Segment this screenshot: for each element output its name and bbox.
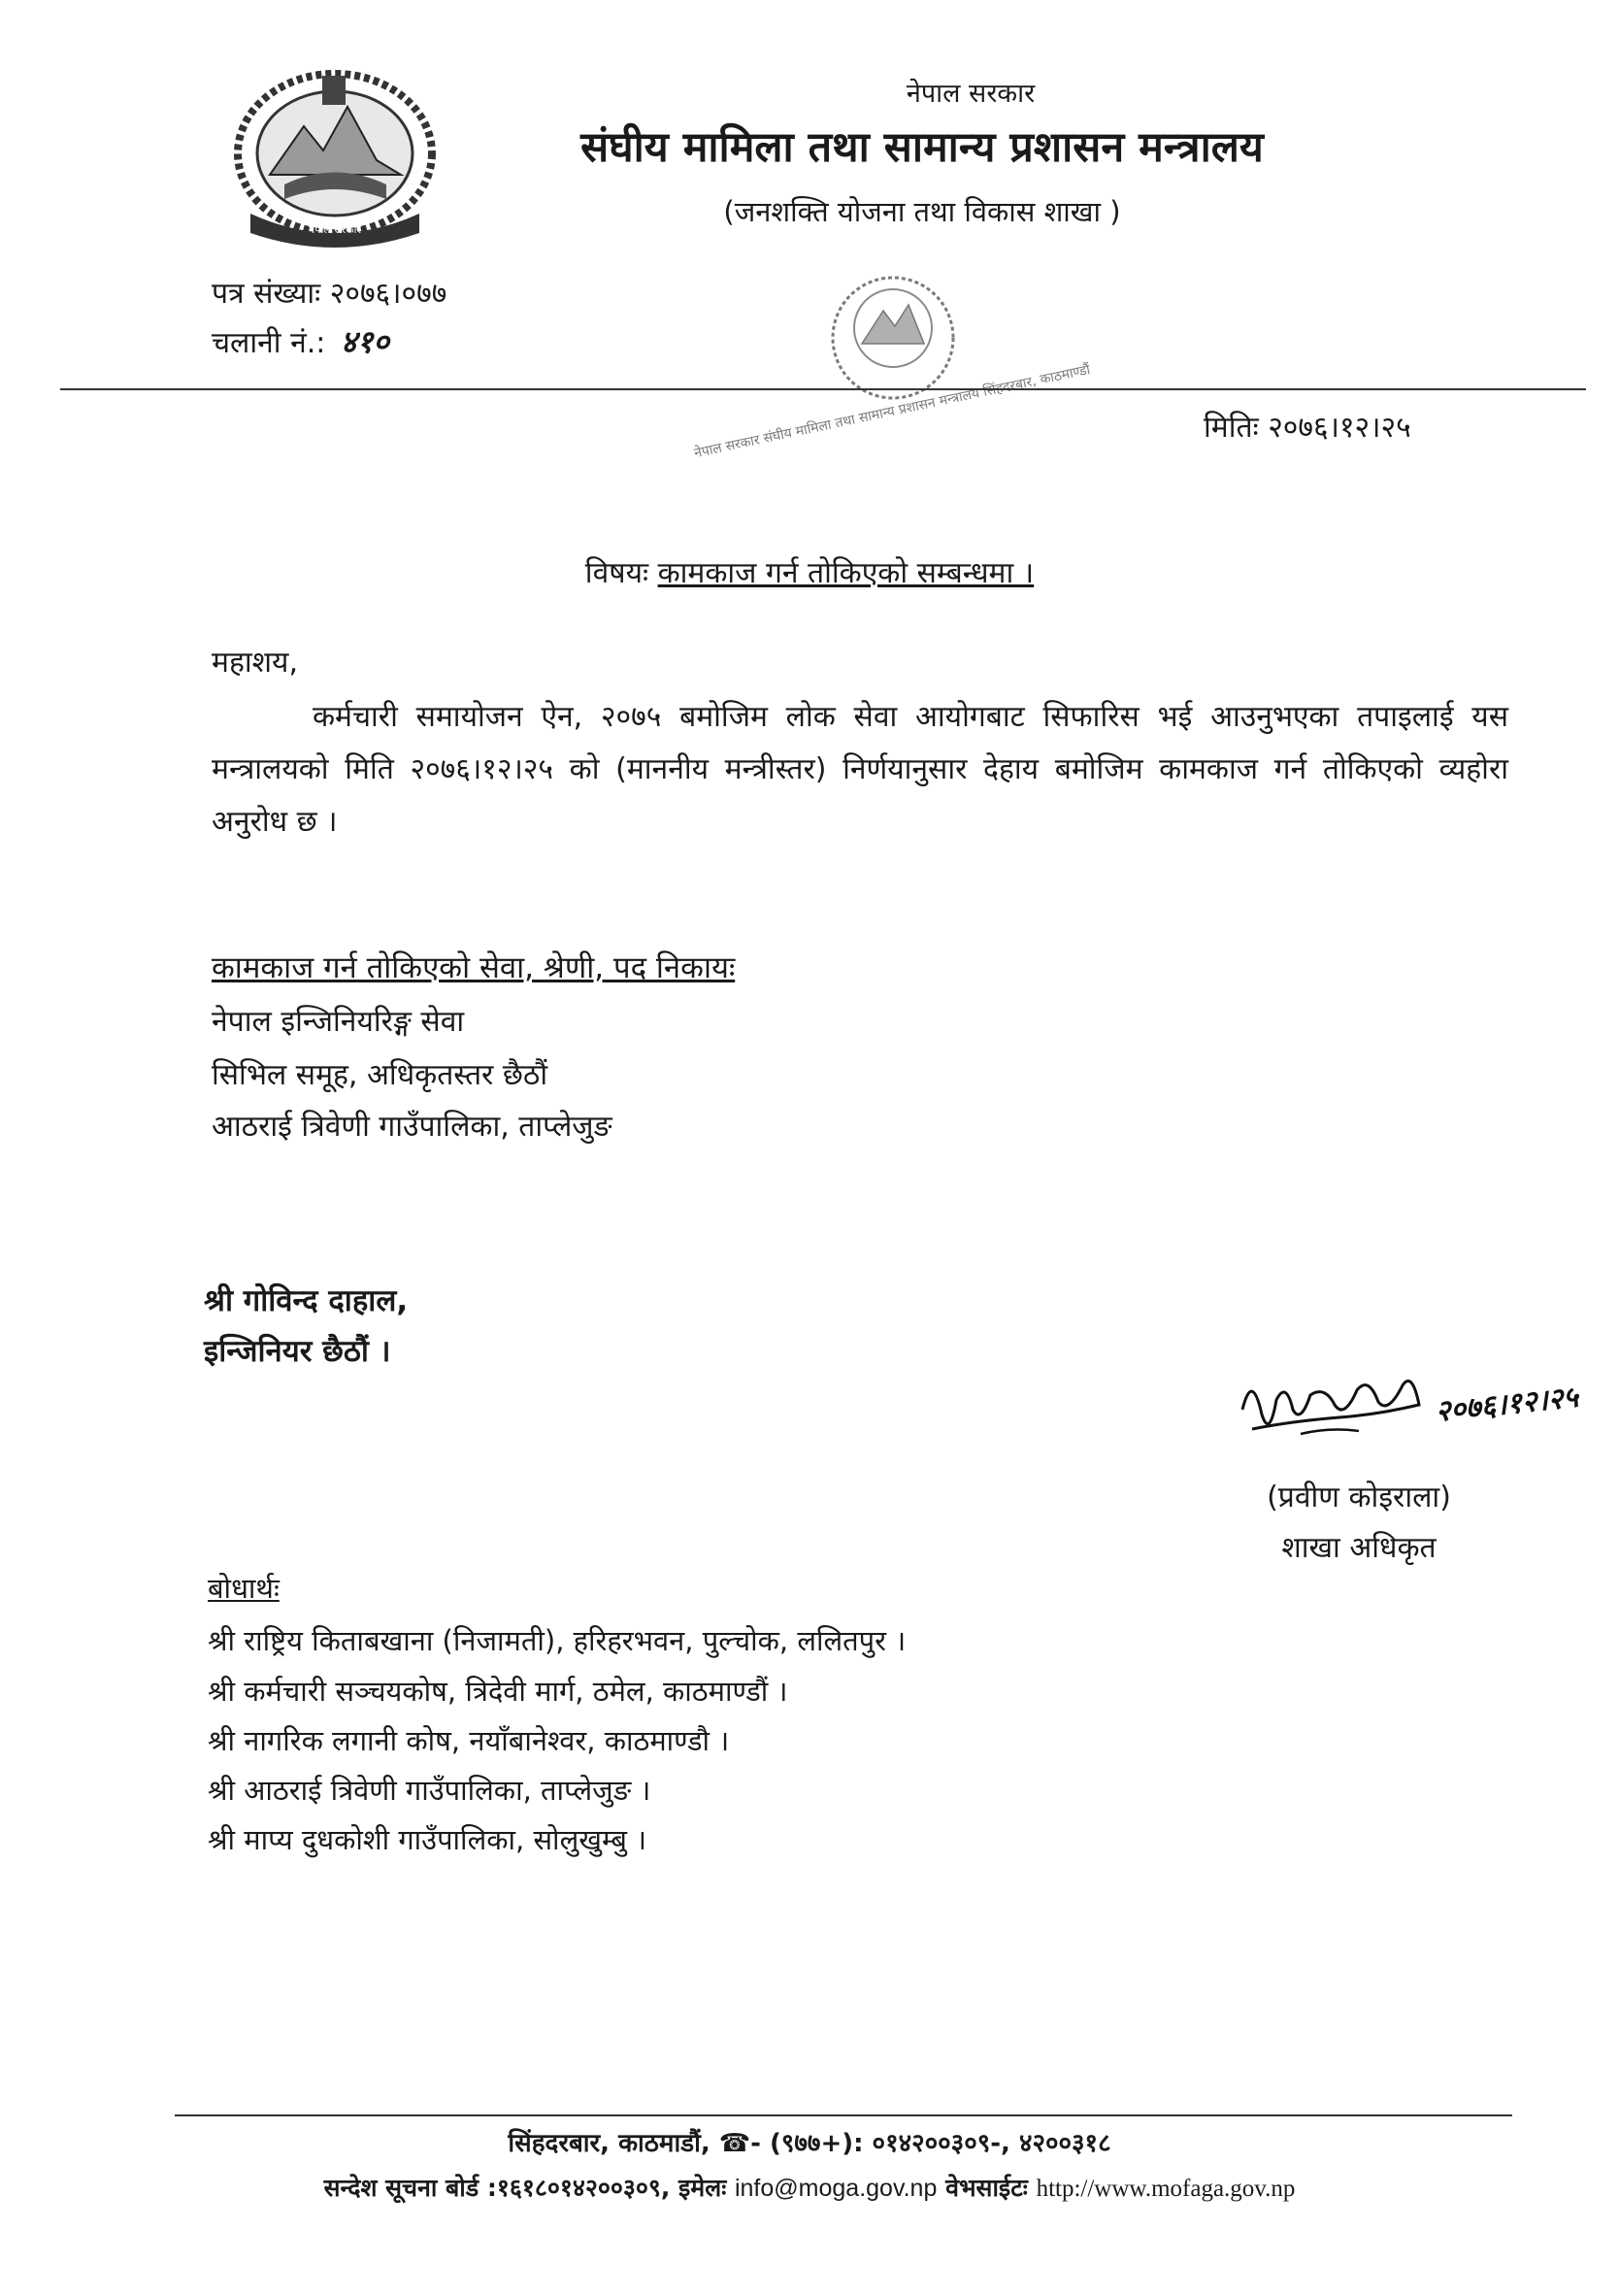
svg-text:२०७६।१२।२५: २०७६।१२।२५ xyxy=(1434,1380,1580,1429)
cc-item: श्री माप्य दुधकोशी गाउँपालिका, सोलुखुम्बु । xyxy=(208,1823,647,1856)
telephone-icon: ☎ xyxy=(718,2129,751,2158)
footer-online xyxy=(0,2171,1619,2204)
footer-website[interactable]: http://www.mofaga.gov.np xyxy=(1036,2176,1296,2202)
dispatch-number xyxy=(212,320,389,362)
signatory-name: (प्रवीण कोइराला) xyxy=(1267,1481,1451,1514)
branch-name: (जनशक्ति योजना तथा विकास शाखा ) xyxy=(723,195,1121,228)
ministry-name: संघीय मामिला तथा सामान्य प्रशासन मन्त्रालय xyxy=(580,123,1264,172)
assignment-group: सिभिल समूह, अधिकृतस्तर छैठौं xyxy=(212,1058,548,1092)
footer-website-label: वेभसाईटः xyxy=(945,2174,1028,2202)
letter-number-value: २०७६।०७७ xyxy=(329,277,447,311)
footer-email[interactable]: info@moga.gov.np xyxy=(734,2175,938,2202)
salutation: महाशय, xyxy=(212,646,298,680)
addressee-name: श्री गोविन्द दाहाल, xyxy=(204,1283,409,1318)
cc-item: श्री नागरिक लगानी कोष, नयाँबानेश्वर, काठमाण्डौ । xyxy=(208,1724,730,1757)
dispatch-number-value: ४१० xyxy=(340,323,389,360)
signatory-title: शाखा अधिकृत xyxy=(1281,1531,1437,1565)
government-name: नेपाल सरकार xyxy=(906,79,1036,109)
footer-notice-board: सन्देश सूचना बोर्ड :१६१८०१४२००३०९, इमेलः xyxy=(323,2174,727,2202)
subject-label: विषयः xyxy=(584,556,649,590)
assignment-heading: कामकाज गर्न तोकिएको सेवा, श्रेणी, पद निकायः xyxy=(212,950,736,985)
assignment-office: आठराई त्रिवेणी गाउँपालिका, ताप्लेजुङ xyxy=(212,1110,612,1144)
svg-text:नेपाल सरकार संघीय मामिला तथा स: नेपाल सरकार संघीय मामिला तथा सामान्य प्रशासन मन्त्रालय सिंहदरबार, काठमाण्डौं xyxy=(692,361,1092,462)
date-value: २०७६।१२।२५ xyxy=(1268,411,1411,445)
letter-date xyxy=(1204,406,1411,446)
signature xyxy=(1233,1361,1582,1468)
cc-heading: बोधार्थः xyxy=(208,1572,280,1605)
addressee-designation: इन्जिनियर छैठौं । xyxy=(204,1334,391,1369)
cc-item: श्री कर्मचारी सञ्चयकोष, त्रिदेवी मार्ग, ठमेल, काठमाण्डौं । xyxy=(208,1675,788,1708)
header-divider xyxy=(60,388,1586,390)
cc-item: श्री राष्ट्रिय किताबखाना (निजामती), हरिहरभवन, पुल्चोक, ललितपुर । xyxy=(208,1624,907,1657)
letter-number-label: पत्र संख्याः xyxy=(212,277,321,311)
assignment-service: नेपाल इन्जिनियरिङ्ग सेवा xyxy=(212,1005,465,1039)
nepal-government-emblem-icon xyxy=(231,68,439,249)
date-label: मितिः xyxy=(1204,411,1259,445)
body-paragraph: कर्मचारी समायोजन ऐन, २०७५ बमोजिम लोक सेवा आयोगबाट सिफारिस भई आउनुभएका तपाइलाई यस मन्त्रालयको मिति २०७६।१२।२५ को (माननीय मन्त्रीस्तर) निर्णयानुसार देहाय बमोजिम कामकाज गर्न तोकिएको व्यहोरा अनुरोध छ । xyxy=(212,700,1508,839)
cc-item: श्री आठराई त्रिवेणी गाउँपालिका, ताप्लेजुङ । xyxy=(208,1774,651,1807)
dispatch-number-label: चलानी नं.: xyxy=(212,326,326,360)
footer-contact xyxy=(0,2124,1619,2159)
svg-text:नेपाल सरकार: नेपाल सरकार xyxy=(309,223,361,236)
footer-phone: - (९७७+): ०१४२००३०९-, ४२००३१८ xyxy=(750,2129,1111,2158)
subject-text: कामकाज गर्न तोकिएको सम्बन्धमा । xyxy=(657,556,1035,590)
letter-number xyxy=(212,272,446,312)
subject-line xyxy=(0,551,1619,591)
office-seal-icon xyxy=(692,260,1092,462)
footer-address: सिंहदरबार, काठमाडौं, xyxy=(508,2129,710,2158)
footer-divider xyxy=(175,2114,1512,2116)
